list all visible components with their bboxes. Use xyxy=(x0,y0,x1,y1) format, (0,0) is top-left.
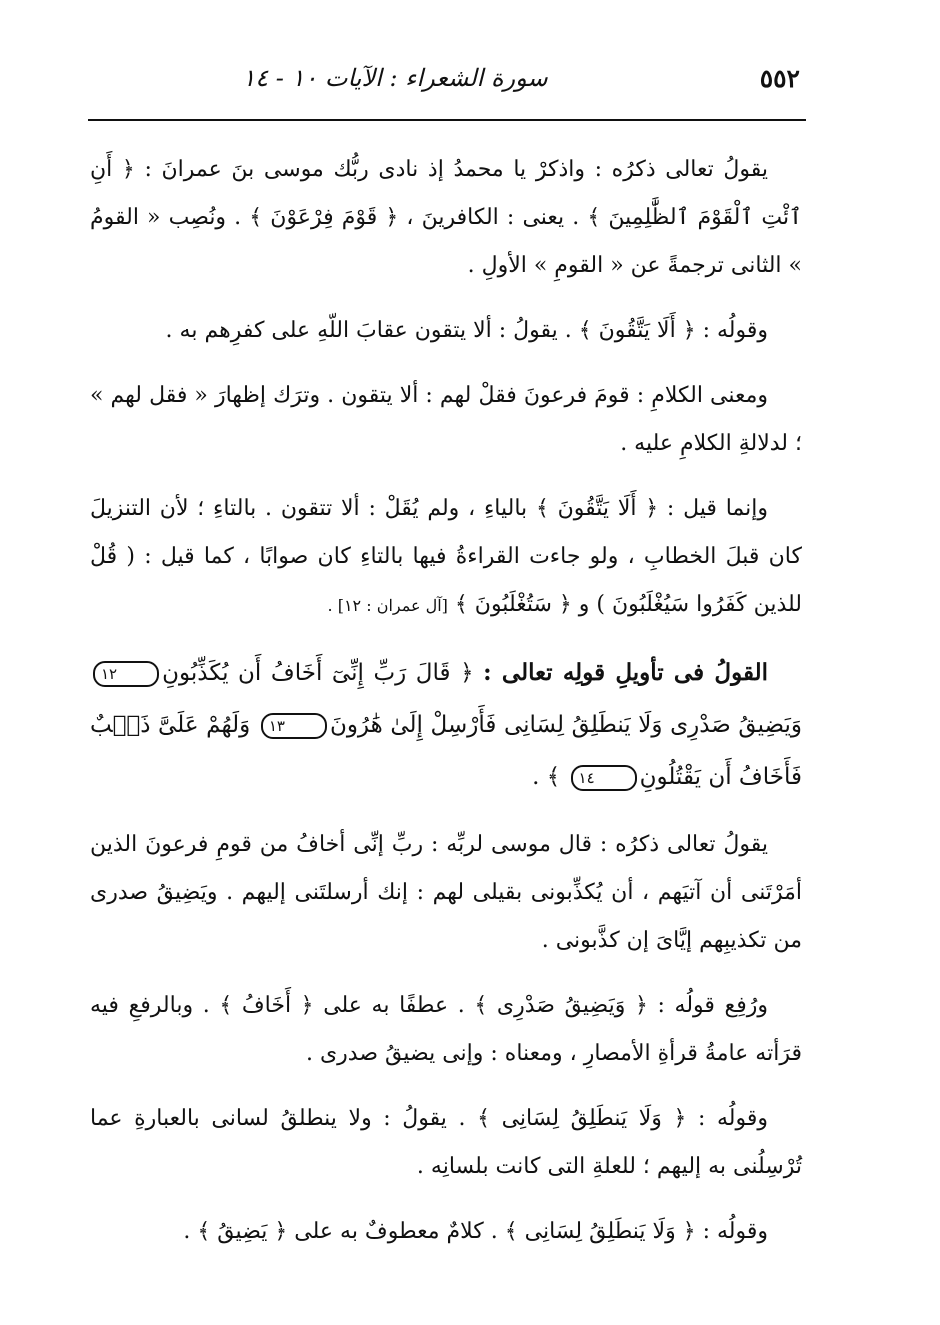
ayah-number-marker: ١٢ xyxy=(93,661,159,687)
paragraph xyxy=(90,485,802,630)
paragraph: وقولُه : ﴿ وَلَا يَنطَلِقُ لِسَانِى ﴾ . كلامٌ معطوفٌ به على ﴿ يَضِيقُ ﴾ . xyxy=(183,1219,768,1244)
verse-end: ﴾ . xyxy=(532,764,561,790)
paragraph: وقولُه : ﴿ وَلَا يَنطَلِقُ لِسَانِى ﴾ . يقولُ : ولا ينطلقُ لسانى بالعبارةِ عما تُرْسِلُنى به إليهم ؛ للعلةِ التى كانت بلسانِه . xyxy=(90,1106,802,1179)
paragraph: ورُفِع قولُه : ﴿ وَيَضِيقُ صَدْرِى ﴾ . عطفًا به على ﴿ أَخَافُ ﴾ . وبالرفعِ فيه قرَأته عامةُ قرأةِ الأمصارِ ، ومعناه : وإنى يضيقُ صدرى . xyxy=(90,993,802,1066)
heading-lead: القولُ فى تأويلِ قولِه تعالى : xyxy=(483,659,768,686)
verse-text: ﴿ قَالَ رَبِّ إِنِّىٓ أَخَافُ أَن يُكَذِّبُونِ xyxy=(162,660,474,686)
verse-text: وَلَهُمْ عَلَىَّ ذَنۢبٌ فَأَخَافُ أَن يَقْتُلُونِ xyxy=(90,712,802,790)
page-body xyxy=(90,146,802,1273)
section-heading xyxy=(90,647,802,803)
paragraph: وقولُه : ﴿ أَلَا يَتَّقُونَ ﴾ . يقولُ : ألا يتقون عقابَ اللّهِ على كفرِهم به . xyxy=(165,318,768,343)
paragraph: يقولُ تعالى ذكرُه : واذكرْ يا محمدُ إذ نادى ربُّك موسى بنَ عمرانَ : ﴿ أَنِ ٱئْتِ ٱلْقَوْمَ ٱلظَّٰلِمِينَ ﴾ . يعنى : الكافرينَ ، ﴿ قَوْمَ فِرْعَوْنَ ﴾ . ونُصِب « القومُ » الثانى ترجمةً عن « القومِ » الأولِ . xyxy=(90,157,802,278)
ayah-number-marker: ١٣ xyxy=(261,713,327,739)
paragraph-text: وإنما قيل : ﴿ أَلَا يَتَّقُونَ ﴾ بالياءِ ، ولم يُقَلْ : ألا تتقون . بالتاءِ ؛ لأن التنزيلَ كان قبلَ الخطابِ ، ولو جاءت القراءةُ فيها بالتاءِ كان صوابًا ، كما قيل : ( قُلْ للذين كَفَرُوا سَيُغْلَبُونَ ) و ﴿ سَتُغْلَبُونَ ﴾ xyxy=(90,496,802,617)
header-rule xyxy=(88,119,806,121)
paragraph: يقولُ تعالى ذكرُه : قال موسى لربِّه : ربِّ إنِّى أخافُ من قومِ فرعونَ الذين أمَرْتَنى أن آتيَهم ، أن يُكذِّبونى بقيلى لهم : إنك أرسلتَنى إليهم . ويَضِيقُ صدرى من تكذيبِهم إيَّاىَ إن كذَّبونى . xyxy=(90,832,802,953)
ayah-number-marker: ١٤ xyxy=(571,765,637,791)
quran-reference: [آل عمران : ١٢] . xyxy=(327,596,448,615)
page-number: ٥٥٢ xyxy=(759,64,800,93)
running-head: سورة الشعراء : الآيات ١٠ - ١٤ xyxy=(242,64,548,92)
page-header xyxy=(90,60,800,100)
verse-text: وَيَضِيقُ صَدْرِى وَلَا يَنطَلِقُ لِسَانِى فَأَرْسِلْ إِلَىٰ هَٰرُونَ xyxy=(329,712,803,738)
paragraph: ومعنى الكلامِ : قومَ فرعونَ فقلْ لهم : ألا يتقون . وترَك إظهارَ « فقل لهم » ؛ لدلالةِ الكلامِ عليه . xyxy=(90,383,802,456)
